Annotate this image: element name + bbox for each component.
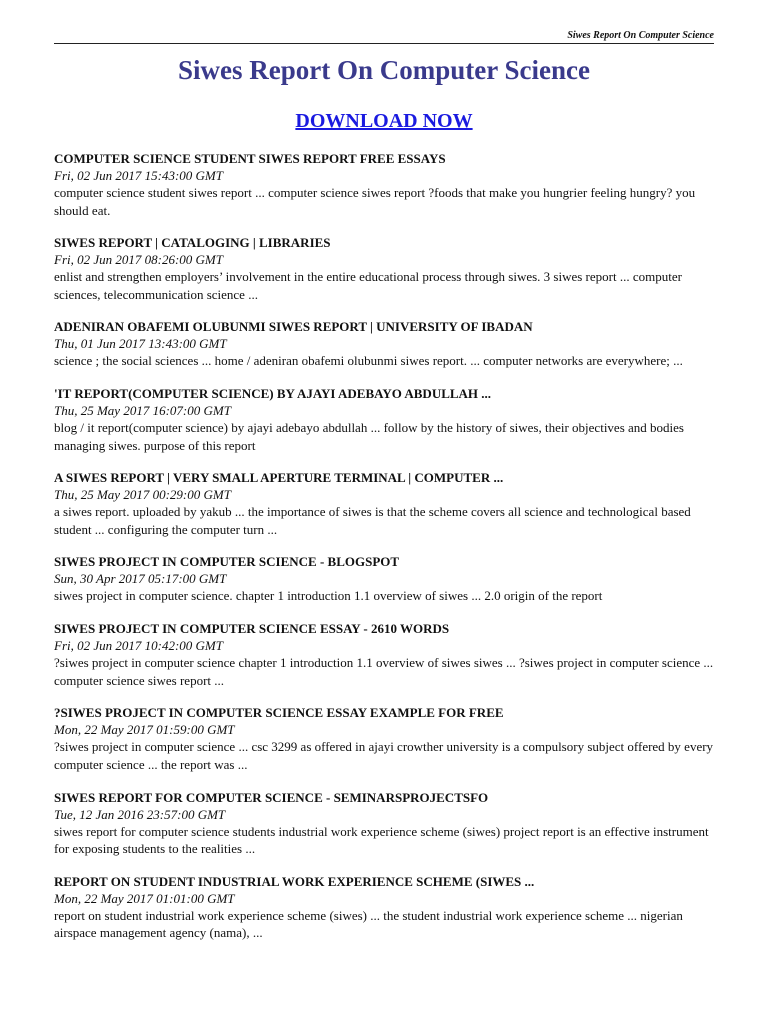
- result-snippet: ?siwes project in computer science chapter 1 introduction 1.1 overview of siwes siwes ... ?siwes project in computer science ... computer science siwes report ...: [54, 655, 714, 688]
- result-date: Thu, 25 May 2017 00:29:00 GMT: [54, 487, 231, 503]
- result-snippet: ?siwes project in computer science ... csc 3299 as offered in ajayi crowther university is a compulsory subject offered by every computer science ... the report was ...: [54, 739, 714, 772]
- result-snippet: a siwes report. uploaded by yakub ... the importance of siwes is that the scheme covers all science and technological based student ... configuring the computer turn ...: [54, 504, 691, 537]
- result-item: [54, 234, 714, 303]
- result-date: Fri, 02 Jun 2017 10:42:00 GMT: [54, 638, 223, 654]
- result-snippet: siwes project in computer science. chapter 1 introduction 1.1 overview of siwes ... 2.0 origin of the report: [54, 588, 603, 604]
- result-date: Mon, 22 May 2017 01:59:00 GMT: [54, 722, 235, 738]
- result-date: Tue, 12 Jan 2016 23:57:00 GMT: [54, 806, 226, 822]
- result-snippet: report on student industrial work experience scheme (siwes) ... the student industrial work experience scheme ... nigerian airspace management agency (nama), ...: [54, 907, 683, 941]
- result-date: Fri, 02 Jun 2017 08:26:00 GMT: [54, 252, 223, 268]
- result-title[interactable]: 'IT REPORT(COMPUTER SCIENCE) BY AJAYI ADEBAYO ABDULLAH ...: [54, 386, 492, 402]
- result-item: [54, 318, 714, 370]
- result-date: Thu, 01 Jun 2017 13:43:00 GMT: [54, 336, 227, 352]
- result-title[interactable]: COMPUTER SCIENCE STUDENT SIWES REPORT FREE ESSAYS: [54, 151, 446, 166]
- result-title[interactable]: A SIWES REPORT | VERY SMALL APERTURE TERMINAL | COMPUTER ...: [54, 470, 504, 486]
- result-snippet: blog / it report(computer science) by ajayi adebayo abdullah ... follow by the history of siwes, their objectives and bodies managing siwes. purpose of this report: [54, 420, 684, 453]
- results-list: [54, 150, 714, 957]
- header-rule: [54, 43, 714, 44]
- result-title[interactable]: REPORT ON STUDENT INDUSTRIAL WORK EXPERIENCE SCHEME (SIWES ...: [54, 873, 535, 889]
- running-header: Siwes Report On Computer Science: [567, 30, 714, 41]
- result-item: [54, 469, 714, 538]
- result-item: [54, 873, 714, 942]
- result-item: [54, 620, 714, 689]
- result-title[interactable]: SIWES PROJECT IN COMPUTER SCIENCE - BLOGSPOT: [54, 554, 400, 570]
- result-date: Thu, 25 May 2017 16:07:00 GMT: [54, 403, 231, 419]
- result-item: [54, 789, 714, 858]
- result-snippet: enlist and strengthen employers’ involvement in the entire educational process through siwes. 3 siwes report ... computer sciences, telecommunication science ...: [54, 269, 682, 302]
- result-title[interactable]: SIWES REPORT FOR COMPUTER SCIENCE - SEMINARSPROJECTSFO: [54, 789, 489, 805]
- result-item: [54, 385, 714, 454]
- result-date: Sun, 30 Apr 2017 05:17:00 GMT: [54, 571, 227, 587]
- document-title: Siwes Report On Computer Science: [178, 55, 590, 85]
- result-title[interactable]: SIWES PROJECT IN COMPUTER SCIENCE ESSAY - 2610 WORDS: [54, 621, 450, 637]
- result-date: Fri, 02 Jun 2017 15:43:00 GMT: [54, 168, 223, 183]
- result-date: Mon, 22 May 2017 01:01:00 GMT: [54, 890, 235, 906]
- result-item: [54, 553, 714, 605]
- result-snippet: computer science student siwes report ... computer science siwes report ?foods that make you hungrier feeling hungry? you should eat.: [54, 185, 696, 218]
- result-snippet: siwes report for computer science students industrial work experience scheme (siwes) project report is an effective instrument for exposing students to the realities ...: [54, 823, 709, 856]
- result-title[interactable]: ADENIRAN OBAFEMI OLUBUNMI SIWES REPORT | UNIVERSITY OF IBADAN: [54, 319, 533, 335]
- result-item: [54, 704, 714, 773]
- download-now-link[interactable]: DOWNLOAD NOW: [295, 110, 473, 132]
- result-item: [54, 150, 714, 219]
- result-title[interactable]: ?SIWES PROJECT IN COMPUTER SCIENCE ESSAY EXAMPLE FOR FREE: [54, 705, 504, 721]
- result-title[interactable]: SIWES REPORT | CATALOGING | LIBRARIES: [54, 235, 331, 251]
- result-snippet: science ; the social sciences ... home / adeniran obafemi olubunmi siwes report. ... computer networks are everywhere; ...: [54, 353, 683, 369]
